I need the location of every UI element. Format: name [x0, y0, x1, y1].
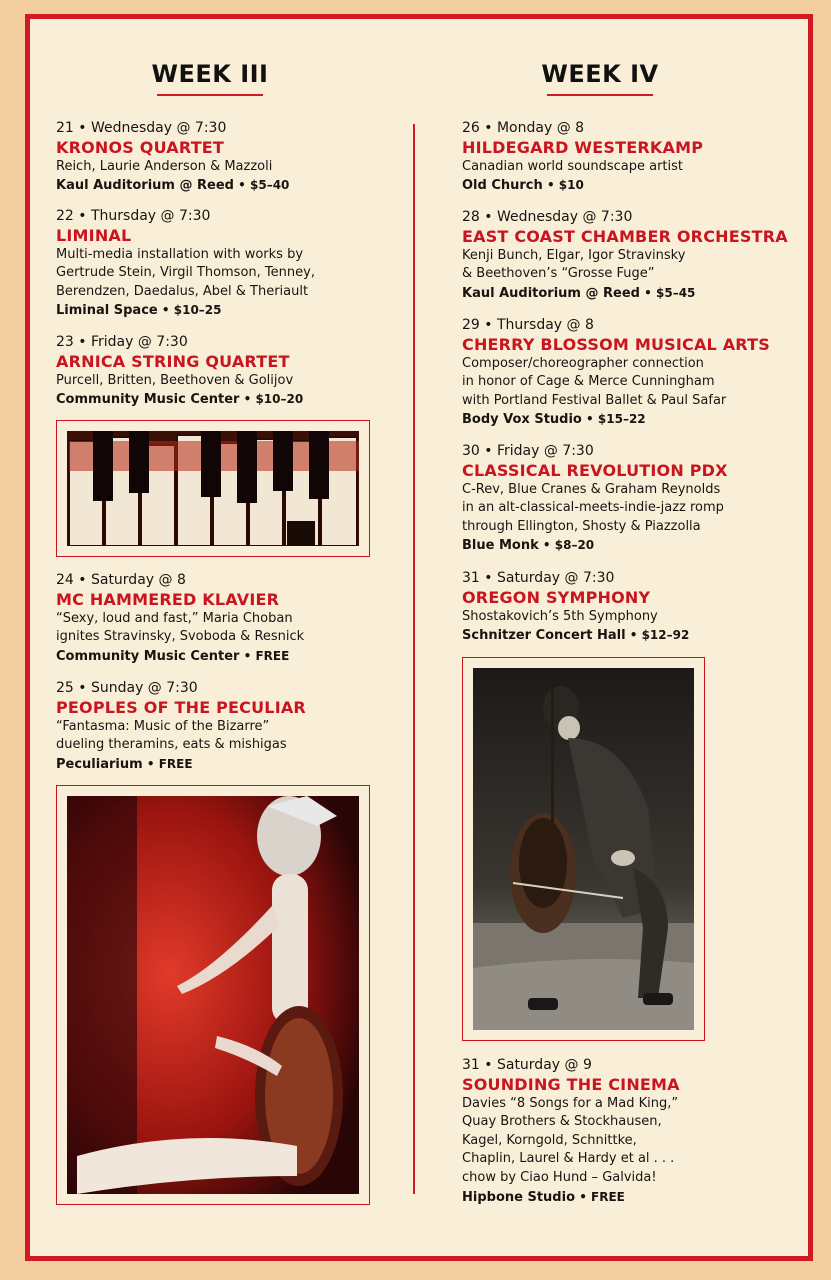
piano-keys-image	[67, 431, 359, 546]
event-oregon-symphony	[462, 569, 689, 646]
event-title: SOUNDING THE CINEMA	[462, 1074, 680, 1094]
piano-keys-photo	[56, 420, 370, 557]
week-iii-heading	[150, 60, 270, 96]
puppet-cellist-image	[67, 796, 359, 1194]
event-arnica-string-quartet	[56, 333, 303, 410]
event-date: 29 • Thursday @ 8	[462, 317, 594, 333]
cellist-photo	[462, 657, 705, 1041]
event-description: with Portland Festival Ballet & Paul Safar	[462, 392, 727, 408]
event-mc-hammered-klavier	[56, 571, 304, 666]
event-title: OREGON SYMPHONY	[462, 587, 651, 607]
event-date: 24 • Saturday @ 8	[56, 572, 186, 588]
event-venue: Blue Monk	[462, 538, 539, 554]
event-description: in honor of Cage & Merce Cunningham	[462, 374, 715, 390]
event-venue: Hipbone Studio	[462, 1189, 576, 1205]
event-title: HILDEGARD WESTERKAMP	[462, 137, 704, 157]
event-description: Berendzen, Daedalus, Abel & Theriault	[56, 283, 309, 299]
week-iv-heading-text: WEEK IV	[541, 60, 659, 88]
event-date: 26 • Monday @ 8	[462, 120, 585, 136]
event-date: 21 • Wednesday @ 7:30	[56, 120, 227, 136]
event-price: • FREE	[575, 1189, 625, 1204]
event-liminal	[56, 207, 315, 321]
event-venue: Peculiarium	[56, 756, 143, 772]
cellist-image	[473, 668, 694, 1030]
event-price: • $15–22	[581, 412, 646, 427]
event-price: • $8–20	[538, 538, 595, 553]
event-venue: Community Music Center	[56, 392, 240, 408]
event-price: • FREE	[239, 648, 290, 663]
event-title: EAST COAST CHAMBER ORCHESTRA	[462, 226, 788, 246]
column-divider	[413, 124, 415, 1194]
event-description: Gertrude Stein, Virgil Thomson, Tenney,	[56, 265, 315, 281]
event-cherry-blossom-musical-arts	[462, 316, 770, 430]
event-description: “Fantasma: Music of the Bizarre”	[56, 718, 270, 734]
event-description: Composer/choreographer connection	[462, 355, 704, 371]
event-title: ARNICA STRING QUARTET	[56, 351, 290, 371]
event-description: Kagel, Korngold, Schnittke,	[462, 1132, 637, 1148]
event-date: 25 • Sunday @ 7:30	[56, 680, 198, 696]
event-price: • FREE	[142, 756, 193, 771]
event-date: 31 • Saturday @ 7:30	[462, 570, 615, 586]
event-venue: Schnitzer Concert Hall	[462, 628, 626, 644]
event-description: Quay Brothers & Stockhausen,	[462, 1114, 662, 1130]
event-description: & Beethoven’s “Grosse Fuge”	[462, 266, 655, 282]
week-iv-heading	[540, 60, 660, 96]
event-date: 28 • Wednesday @ 7:30	[462, 209, 633, 225]
event-description: Multi-media installation with works by	[56, 246, 304, 262]
event-description: Canadian world soundscape artist	[462, 158, 683, 174]
event-venue: Body Vox Studio	[462, 412, 582, 428]
event-description: Purcell, Britten, Beethoven & Golijov	[56, 372, 294, 388]
event-east-coast-chamber-orchestra	[462, 208, 788, 303]
event-hildegard-westerkamp	[462, 119, 703, 196]
event-date: 22 • Thursday @ 7:30	[56, 208, 211, 224]
event-price: • $10	[542, 178, 584, 193]
event-title: CLASSICAL REVOLUTION PDX	[462, 460, 728, 480]
event-date: 30 • Friday @ 7:30	[462, 443, 594, 459]
event-title: MC HAMMERED KLAVIER	[56, 589, 280, 609]
event-date: 31 • Saturday @ 9	[462, 1057, 592, 1073]
event-description: ignites Stravinsky, Svoboda & Resnick	[56, 629, 305, 645]
event-description: Shostakovich’s 5th Symphony	[462, 608, 658, 624]
week-iii-heading-text: WEEK III	[151, 60, 269, 88]
event-classical-revolution-pdx	[462, 442, 728, 556]
event-description: Chaplin, Laurel & Hardy et al . . .	[462, 1151, 675, 1167]
event-peoples-of-the-peculiar	[56, 679, 306, 774]
event-title: LIMINAL	[56, 225, 132, 245]
event-description: Davies “8 Songs for a Mad King,”	[462, 1095, 679, 1111]
event-price: • $10–20	[239, 392, 304, 407]
event-price: • $12–92	[625, 628, 690, 643]
heading-underline	[547, 94, 653, 96]
event-description: C-Rev, Blue Cranes & Graham Reynolds	[462, 481, 721, 497]
event-description: “Sexy, loud and fast,” Maria Choban	[56, 610, 293, 626]
event-date: 23 • Friday @ 7:30	[56, 334, 188, 350]
event-description: Kenji Bunch, Elgar, Igor Stravinsky	[462, 247, 686, 263]
event-venue: Kaul Auditorium @ Reed	[462, 285, 640, 301]
event-price: • $10–25	[157, 303, 222, 318]
event-description: through Ellington, Shosty & Piazzolla	[462, 518, 701, 534]
event-title: KRONOS QUARTET	[56, 137, 225, 157]
event-venue: Community Music Center	[56, 648, 240, 664]
event-price: • $5–45	[639, 285, 696, 300]
puppet-cellist-photo	[56, 785, 370, 1205]
event-title: CHERRY BLOSSOM MUSICAL ARTS	[462, 334, 770, 354]
event-description: Reich, Laurie Anderson & Mazzoli	[56, 158, 273, 174]
event-price: • $5–40	[233, 178, 290, 193]
heading-underline	[157, 94, 263, 96]
event-venue: Kaul Auditorium @ Reed	[56, 178, 234, 194]
event-description: in an alt-classical-meets-indie-jazz romp	[462, 500, 724, 516]
event-venue: Liminal Space	[56, 303, 158, 319]
event-sounding-the-cinema	[462, 1056, 680, 1207]
event-description: dueling theramins, eats & mishigas	[56, 737, 287, 753]
event-venue: Old Church	[462, 178, 543, 194]
event-title: PEOPLES OF THE PECULIAR	[56, 697, 306, 717]
event-description: chow by Ciao Hund – Galvida!	[462, 1169, 657, 1185]
event-kronos-quartet	[56, 119, 289, 196]
